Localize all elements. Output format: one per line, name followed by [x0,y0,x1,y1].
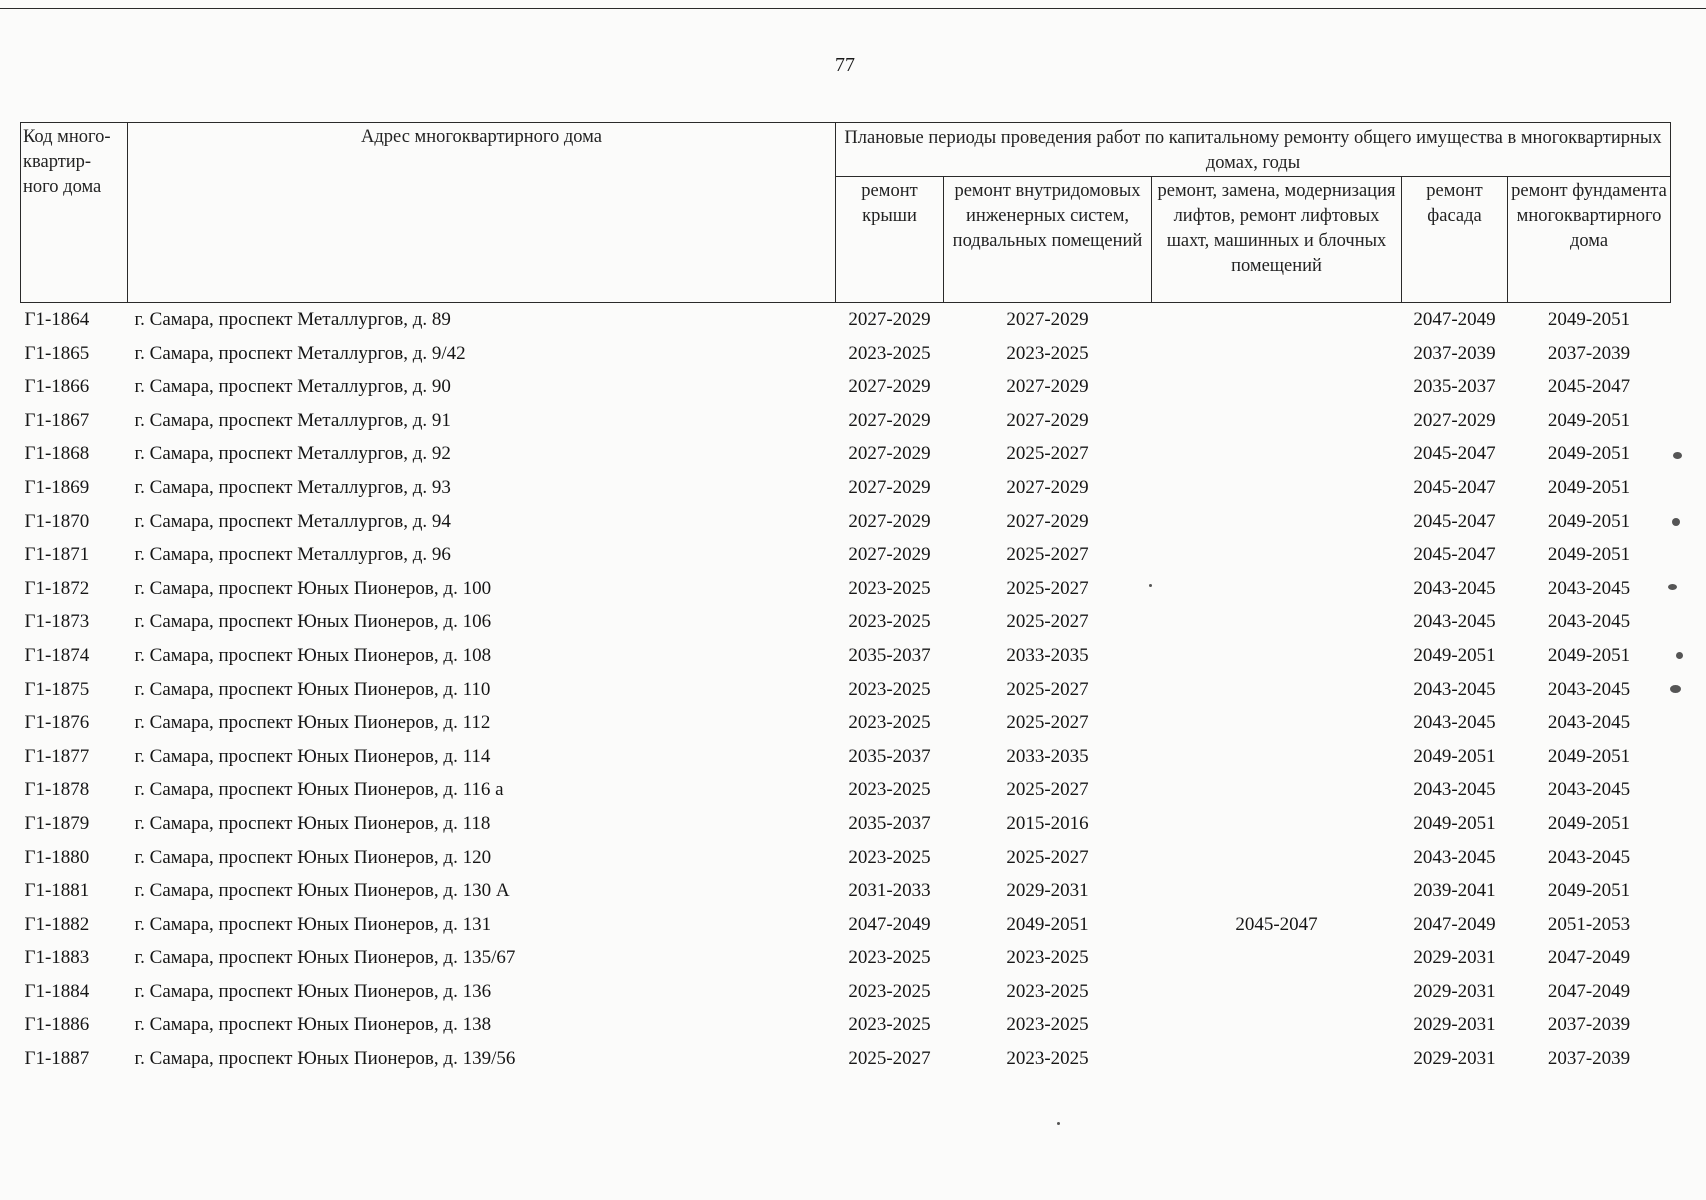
cell-address: г. Самара, проспект Юных Пионеров, д. 116 а [134,779,504,801]
cell-address: г. Самара, проспект Юных Пионеров, д. 135/67 [134,947,516,969]
cell-code: Г1-1873 [24,611,90,633]
cell-foundation: 2049-2051 [1547,644,1631,666]
cell-code: Г1-1874 [24,644,90,666]
cell-facade: 2039-2041 [1413,880,1496,902]
cell-roof: 2023-2025 [848,779,931,801]
table-body [21,303,1671,1076]
cell-facade: 2047-2049 [1413,913,1496,935]
cell-roof: 2027-2029 [848,476,931,498]
table-row [21,639,1671,673]
cell-roof: 2035-2037 [848,644,931,666]
cell-foundation: 2045-2047 [1547,376,1631,398]
cell-foundation: 2049-2051 [1547,510,1631,532]
cell-address: г. Самара, проспект Металлургов, д. 91 [134,409,451,431]
cell-lifts [1152,370,1402,404]
table-row [21,773,1671,807]
cell-roof: 2023-2025 [848,846,931,868]
cell-facade: 2045-2047 [1413,476,1496,498]
table-row [21,572,1671,606]
cell-lifts [1152,538,1402,572]
cell-facade: 2043-2045 [1413,846,1496,868]
cell-engineering-systems: 2023-2025 [1006,947,1089,969]
cell-facade: 2045-2047 [1413,510,1496,532]
cell-address: г. Самара, проспект Металлургов, д. 94 [134,510,451,532]
cell-lifts [1152,437,1402,471]
cell-engineering-systems: 2027-2029 [1006,476,1089,498]
cell-code: Г1-1881 [24,880,90,902]
cell-roof: 2025-2027 [848,1048,931,1070]
cell-foundation: 2043-2045 [1547,611,1631,633]
cell-facade: 2049-2051 [1413,745,1496,767]
cell-lifts [1152,471,1402,505]
cell-code: Г1-1887 [24,1048,90,1070]
cell-address: г. Самара, проспект Юных Пионеров, д. 136 [134,980,492,1002]
scan-speck [1676,652,1683,659]
scan-speck [1057,1122,1060,1125]
cell-code: Г1-1875 [24,678,90,700]
cell-roof: 2023-2025 [848,611,931,633]
cell-facade: 2049-2051 [1413,812,1496,834]
cell-address: г. Самара, проспект Юных Пионеров, д. 131 [134,913,492,935]
cell-engineering-systems: 2027-2029 [1006,309,1089,330]
table-row [21,673,1671,707]
cell-address: г. Самара, проспект Юных Пионеров, д. 110 [134,678,491,700]
cell-engineering-systems: 2025-2027 [1006,678,1089,700]
cell-roof: 2047-2049 [848,913,931,935]
cell-address: г. Самара, проспект Юных Пионеров, д. 139/56 [134,1048,516,1070]
table-row [21,370,1671,404]
cell-engineering-systems: 2025-2027 [1006,779,1089,801]
cell-foundation: 2043-2045 [1547,779,1631,801]
cell-lifts [1152,639,1402,673]
cell-foundation: 2037-2039 [1547,1048,1631,1070]
scan-speck [1668,584,1677,590]
cell-lifts [1152,706,1402,740]
table-row [21,303,1671,337]
cell-code: Г1-1878 [24,779,90,801]
cell-code: Г1-1870 [24,510,90,532]
cell-code: Г1-1866 [24,376,90,398]
table-row [21,605,1671,639]
cell-engineering-systems: 2025-2027 [1006,544,1089,566]
cell-engineering-systems: 2027-2029 [1006,376,1089,398]
cell-foundation: 2047-2049 [1547,947,1631,969]
cell-roof: 2027-2029 [848,510,931,532]
cell-foundation: 2043-2045 [1547,712,1631,734]
cell-foundation: 2049-2051 [1547,476,1631,498]
cell-address: г. Самара, проспект Металлургов, д. 90 [134,376,451,398]
cell-roof: 2027-2029 [848,376,931,398]
table-row [21,908,1671,942]
cell-foundation: 2051-2053 [1547,913,1631,935]
table-row [21,1042,1671,1076]
cell-code: Г1-1883 [24,947,90,969]
cell-address: г. Самара, проспект Юных Пионеров, д. 108 [134,644,492,666]
cell-code: Г1-1886 [24,1014,90,1036]
cell-address: г. Самара, проспект Металлургов, д. 9/42 [134,342,466,364]
cell-engineering-systems: 2033-2035 [1006,745,1089,767]
cell-roof: 2023-2025 [848,678,931,700]
cell-address: г. Самара, проспект Металлургов, д. 93 [134,476,451,498]
cell-roof: 2027-2029 [848,409,931,431]
cell-address: г. Самара, проспект Юных Пионеров, д. 100 [134,577,492,599]
cell-lifts [1152,572,1402,606]
cell-foundation: 2049-2051 [1547,745,1631,767]
scan-speck [1672,518,1680,526]
cell-address: г. Самара, проспект Металлургов, д. 96 [134,544,451,566]
cell-roof: 2023-2025 [848,947,931,969]
cell-engineering-systems: 2023-2025 [1006,1014,1089,1036]
cell-address: г. Самара, проспект Юных Пионеров, д. 118 [134,812,491,834]
cell-foundation: 2049-2051 [1547,309,1631,330]
table-header [21,123,1671,303]
scan-speck [1149,584,1152,587]
cell-lifts [1152,404,1402,438]
cell-engineering-systems: 2025-2027 [1006,712,1089,734]
table-row [21,706,1671,740]
cell-facade: 2043-2045 [1413,779,1496,801]
header-roof: ремонт крыши [836,177,944,303]
cell-roof: 2023-2025 [848,712,931,734]
cell-code: Г1-1884 [24,980,90,1002]
scan-speck [1670,685,1681,693]
cell-facade: 2043-2045 [1413,678,1496,700]
header-facade: ремонт фасада [1402,177,1508,303]
table-row [21,807,1671,841]
cell-facade: 2037-2039 [1413,342,1496,364]
cell-facade: 2043-2045 [1413,611,1496,633]
capital-repair-table [20,122,1671,1076]
cell-lifts [1152,740,1402,774]
cell-roof: 2023-2025 [848,1014,931,1036]
cell-foundation: 2049-2051 [1547,409,1631,431]
cell-address: г. Самара, проспект Металлургов, д. 89 [134,309,451,330]
cell-code: Г1-1868 [24,443,90,465]
cell-engineering-systems: 2023-2025 [1006,1048,1089,1070]
cell-lifts [1152,841,1402,875]
cell-facade: 2029-2031 [1413,980,1496,1002]
cell-foundation: 2037-2039 [1547,1014,1631,1036]
cell-lifts [1152,303,1402,337]
cell-lifts [1152,1042,1402,1076]
cell-lifts [1152,773,1402,807]
table-row [21,1008,1671,1042]
cell-address: г. Самара, проспект Юных Пионеров, д. 130 А [134,880,510,902]
cell-facade: 2029-2031 [1413,1048,1496,1070]
cell-foundation: 2049-2051 [1547,880,1631,902]
cell-engineering-systems: 2025-2027 [1006,611,1089,633]
header-planned-periods: Плановые периоды проведения работ по капитальному ремонту общего имущества в многоквартирных домах, годы [836,123,1671,177]
cell-lifts [1152,337,1402,371]
table-row [21,505,1671,539]
cell-foundation: 2037-2039 [1547,342,1631,364]
cell-roof: 2027-2029 [848,309,931,330]
cell-address: г. Самара, проспект Юных Пионеров, д. 106 [134,611,492,633]
table-row [21,337,1671,371]
cell-roof: 2023-2025 [848,980,931,1002]
cell-roof: 2027-2029 [848,544,931,566]
table-row [21,975,1671,1009]
cell-engineering-systems: 2025-2027 [1006,846,1089,868]
cell-facade: 2027-2029 [1413,409,1496,431]
cell-facade: 2043-2045 [1413,712,1496,734]
cell-code: Г1-1882 [24,913,90,935]
cell-engineering-systems: 2027-2029 [1006,409,1089,431]
cell-code: Г1-1880 [24,846,90,868]
cell-lifts [1152,605,1402,639]
cell-engineering-systems: 2025-2027 [1006,577,1089,599]
cell-roof: 2027-2029 [848,443,931,465]
header-address: Адрес многоквартирного дома [128,123,836,303]
cell-lifts [1152,673,1402,707]
cell-engineering-systems: 2033-2035 [1006,644,1089,666]
scan-speck [1673,452,1682,459]
cell-foundation: 2049-2051 [1547,544,1631,566]
cell-lifts [1152,505,1402,539]
cell-address: г. Самара, проспект Юных Пионеров, д. 114 [134,745,491,767]
cell-foundation: 2049-2051 [1547,812,1631,834]
cell-engineering-systems: 2023-2025 [1006,980,1089,1002]
cell-code: Г1-1867 [24,409,90,431]
cell-code: Г1-1871 [24,544,90,566]
cell-lifts [1152,874,1402,908]
header-lifts: ремонт, замена, модернизация лифтов, ремонт лифтовых шахт, машинных и блочных помещений [1152,177,1402,303]
table-row [21,841,1671,875]
cell-facade: 2049-2051 [1413,644,1496,666]
cell-foundation: 2043-2045 [1547,846,1631,868]
cell-foundation: 2047-2049 [1547,980,1631,1002]
cell-foundation: 2043-2045 [1547,577,1631,599]
cell-lifts [1152,1008,1402,1042]
cell-facade: 2045-2047 [1413,443,1496,465]
cell-code: Г1-1879 [24,812,90,834]
table-row [21,404,1671,438]
table-row [21,437,1671,471]
cell-engineering-systems: 2027-2029 [1006,510,1089,532]
page-number: 77 [835,54,855,76]
table-row [21,538,1671,572]
header-engineering-systems: ремонт внутридомовых инженерных систем, подвальных помещений [944,177,1152,303]
cell-facade: 2045-2047 [1413,544,1496,566]
cell-engineering-systems: 2049-2051 [1006,913,1089,935]
cell-address: г. Самара, проспект Юных Пионеров, д. 138 [134,1014,492,1036]
cell-engineering-systems: 2015-2016 [1006,812,1089,834]
cell-facade: 2029-2031 [1413,1014,1496,1036]
table-row [21,874,1671,908]
cell-engineering-systems: 2029-2031 [1006,880,1089,902]
cell-facade: 2047-2049 [1413,309,1496,330]
cell-code: Г1-1877 [24,745,90,767]
cell-address: г. Самара, проспект Юных Пионеров, д. 112 [134,712,491,734]
cell-foundation: 2043-2045 [1547,678,1631,700]
cell-address: г. Самара, проспект Юных Пионеров, д. 120 [134,846,492,868]
cell-roof: 2031-2033 [848,880,931,902]
cell-roof: 2035-2037 [848,812,931,834]
cell-code: Г1-1876 [24,712,90,734]
table-row [21,941,1671,975]
cell-code: Г1-1872 [24,577,90,599]
header-code: Код много-квартир-ного дома [21,123,128,303]
cell-engineering-systems: 2025-2027 [1006,443,1089,465]
cell-code: Г1-1864 [24,309,90,330]
table-row [21,471,1671,505]
page-top-rule [0,8,1706,9]
cell-facade: 2035-2037 [1413,376,1496,398]
cell-facade: 2029-2031 [1413,947,1496,969]
cell-address: г. Самара, проспект Металлургов, д. 92 [134,443,451,465]
cell-lifts [1152,941,1402,975]
cell-lifts: 2045-2047 [1235,913,1318,935]
table-row [21,740,1671,774]
cell-lifts [1152,975,1402,1009]
cell-code: Г1-1869 [24,476,90,498]
cell-foundation: 2049-2051 [1547,443,1631,465]
cell-lifts [1152,807,1402,841]
header-foundation: ремонт фундамента многоквартирного дома [1508,177,1671,303]
cell-roof: 2023-2025 [848,577,931,599]
cell-roof: 2035-2037 [848,745,931,767]
cell-code: Г1-1865 [24,342,90,364]
cell-roof: 2023-2025 [848,342,931,364]
cell-engineering-systems: 2023-2025 [1006,342,1089,364]
cell-facade: 2043-2045 [1413,577,1496,599]
